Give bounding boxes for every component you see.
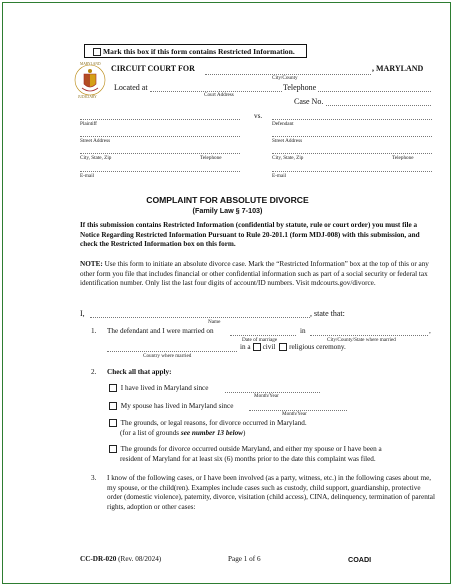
- restricted-info-box[interactable]: [84, 44, 307, 58]
- defendant-city-caption: City, State, Zip: [272, 155, 304, 161]
- item2-opt2: [107, 402, 233, 410]
- state-label: , MARYLAND: [372, 64, 424, 73]
- plaintiff-street-caption: Street Address: [80, 138, 111, 144]
- court-address-caption: Court Address: [204, 92, 234, 98]
- civil-label: civil: [262, 343, 276, 351]
- marriage-country-caption: Country where married: [143, 353, 192, 359]
- defendant-telephone-caption: Telephone: [392, 155, 414, 161]
- statement-suffix: , state that:: [310, 309, 345, 318]
- defendant-street-field[interactable]: [272, 136, 432, 137]
- marriage-place-caption: City/County/State where married: [327, 337, 396, 343]
- in-a-label: in a: [240, 343, 251, 351]
- page-number: Page 1 of 6: [228, 555, 261, 563]
- seal-text-bottom: JUDICIARY: [78, 95, 97, 99]
- lived-in-md-checkbox[interactable]: [109, 384, 117, 392]
- opt2-label: My spouse has lived in Maryland since: [120, 402, 234, 410]
- name-field[interactable]: [90, 317, 310, 318]
- telephone-label: Telephone: [283, 83, 317, 92]
- religious-checkbox[interactable]: [279, 343, 287, 351]
- opt3-line1: The grounds, or legal reasons, for divorce occurred in Maryland.: [120, 419, 307, 427]
- form-id-code: CC-DR-020: [80, 555, 117, 563]
- plaintiff-telephone-caption: Telephone: [200, 155, 222, 161]
- item1-in: in: [300, 327, 306, 335]
- item1-text: The defendant and I were married on: [107, 327, 214, 335]
- grounds-in-md-checkbox[interactable]: [109, 419, 117, 427]
- name-caption: Name: [208, 319, 221, 325]
- restricted-checkbox[interactable]: [93, 48, 101, 56]
- plaintiff-email-field[interactable]: [80, 171, 240, 172]
- item2-opt4: [107, 445, 382, 453]
- item1-in-a: [240, 343, 346, 351]
- marriage-place-field[interactable]: [310, 335, 428, 336]
- plaintiff-email-caption: E-mail: [80, 173, 95, 179]
- form-subtitle: (Family Law § 7-103): [192, 206, 263, 215]
- civil-checkbox[interactable]: [253, 343, 261, 351]
- item2-opt1: [107, 384, 208, 392]
- item2-heading: Check all that apply:: [107, 368, 172, 376]
- item2-opt3: [107, 419, 307, 427]
- item1-number: 1.: [91, 327, 97, 335]
- opt1-caption: Month/Year: [254, 393, 279, 399]
- defendant-street-caption: Street Address: [272, 138, 303, 144]
- plaintiff-city-field[interactable]: [80, 153, 240, 154]
- religious-label: religious ceremony.: [289, 343, 346, 351]
- marriage-date-field[interactable]: [230, 335, 296, 336]
- opt3-line2-pre: (for a list of grounds: [120, 429, 181, 437]
- vs-label: vs.: [254, 112, 263, 120]
- statement-prefix: I,: [80, 309, 85, 318]
- restricted-label: Mark this box if this form contains Restricted Information.: [103, 47, 295, 56]
- case-no-field[interactable]: [326, 105, 431, 106]
- restricted-instructions: If this submission contains Restricted Information (confidential by statute, rule or court order) you must file a Notice Regarding Restricted Information Pursuant to Rule 20-201.1 (form MDJ-008) with this submission, and check the Restricted Information box on this form.: [80, 221, 420, 248]
- opt4-line1: The grounds for divorce occurred outside Maryland, and either my spouse or I have been a: [120, 445, 382, 453]
- opt3-line2-post: ): [242, 429, 246, 437]
- opt4-line2: resident of Maryland for at least six (6) months prior to the date this complaint was filed.: [120, 455, 376, 463]
- form-code: COADI: [348, 555, 372, 564]
- plaintiff-street-field[interactable]: [80, 136, 240, 137]
- item3-text: I know of the following cases, or I have been involved (as a party, witness, etc.) in the following cases about me, my spouse, or the child(ren). Examples include cases such as custody, child support, guardianship, protective order (domestic violence), paternity, divorce, visitation (child access), CINA, delinquency, termination of parental rights, adoption or other cases:: [107, 474, 435, 511]
- seal-text-top: MARYLAND: [80, 62, 101, 66]
- spouse-lived-in-md-checkbox[interactable]: [109, 402, 117, 410]
- marriage-country-field[interactable]: [107, 351, 237, 352]
- case-no-label: Case No.: [294, 97, 324, 106]
- marriage-date-caption: Date of marriage: [242, 337, 278, 343]
- court-label: CIRCUIT COURT FOR: [111, 64, 195, 73]
- maryland-judiciary-seal-icon: [74, 64, 106, 96]
- item2-number: 2.: [91, 368, 97, 376]
- located-at-label: Located at: [114, 83, 148, 92]
- opt1-label: I have lived in Maryland since: [120, 384, 209, 392]
- item2-opt3-line2: [120, 429, 245, 437]
- defendant-field[interactable]: [272, 119, 432, 120]
- note-label: NOTE:: [80, 260, 103, 268]
- item1-comma: ,: [429, 327, 431, 335]
- plaintiff-field[interactable]: [80, 119, 240, 120]
- form-title: COMPLAINT FOR ABSOLUTE DIVORCE: [146, 195, 309, 205]
- opt2-caption: Month/Year: [282, 411, 307, 417]
- note-text: Use this form to initiate an absolute divorce case. Mark the “Restricted Information” box at the top of this or any other form you file that includes financial or other confidential information such as part of a social security or federal tax identification number. Only list the last four digits of account/ID numbers. Visit mdcourts.gov/divorce.: [80, 260, 429, 287]
- plaintiff-city-caption: City, State, Zip: [80, 155, 112, 161]
- court-telephone-field[interactable]: [318, 91, 431, 92]
- defendant-caption: Defendant: [272, 121, 294, 127]
- item3-number: 3.: [91, 474, 97, 482]
- form-rev: (Rev. 08/2024): [116, 555, 162, 563]
- defendant-email-field[interactable]: [272, 171, 432, 172]
- form-id: [80, 555, 161, 563]
- defendant-email-caption: E-mail: [272, 173, 287, 179]
- defendant-city-field[interactable]: [272, 153, 432, 154]
- plaintiff-caption: Plaintiff: [80, 121, 97, 127]
- note-paragraph: [80, 260, 435, 289]
- grounds-outside-md-checkbox[interactable]: [109, 445, 117, 453]
- city-county-caption: City/County: [272, 75, 298, 81]
- opt3-line2-em: see number 13 below: [180, 429, 243, 437]
